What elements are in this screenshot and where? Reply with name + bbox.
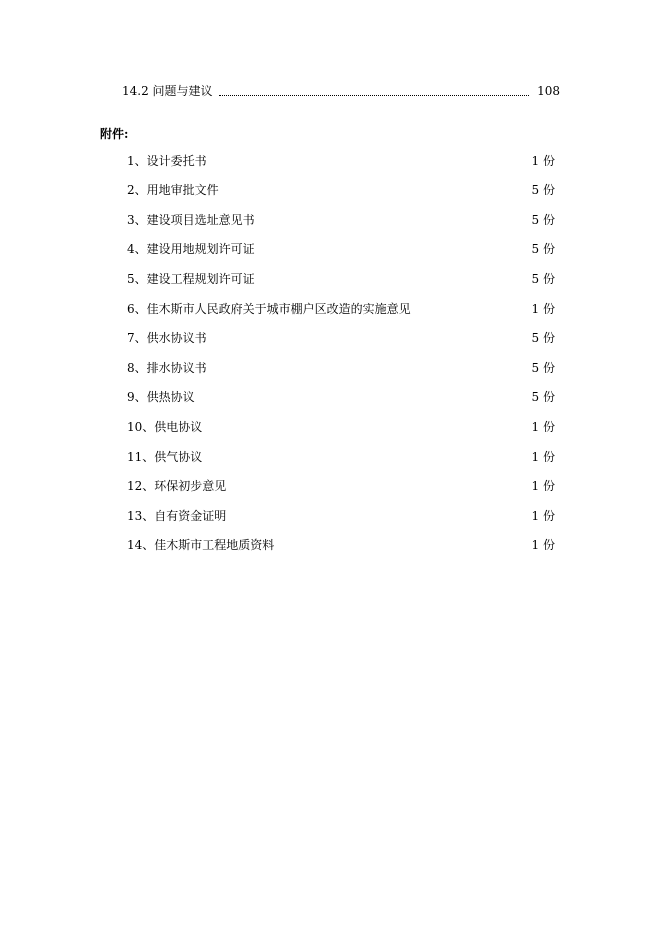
list-item — [127, 448, 555, 466]
list-item — [127, 418, 555, 436]
attachment-label: 7、供水协议书 — [127, 331, 207, 345]
attachment-quantity: 5 份 — [531, 272, 555, 286]
list-item — [127, 270, 555, 288]
list-item — [127, 300, 555, 318]
attachment-quantity: 5 份 — [531, 183, 555, 197]
attachment-label: 13、自有资金证明 — [127, 509, 227, 523]
attachment-label: 8、排水协议书 — [127, 361, 207, 375]
list-item — [127, 152, 555, 170]
toc-entry-page: 108 — [537, 84, 560, 98]
attachment-quantity: 5 份 — [531, 390, 555, 404]
attachment-quantity: 1 份 — [531, 509, 555, 523]
attachment-quantity: 1 份 — [531, 302, 555, 316]
attachment-label: 12、环保初步意见 — [127, 479, 227, 493]
attachment-label: 10、供电协议 — [127, 420, 203, 434]
attachment-label: 5、建设工程规划许可证 — [127, 272, 255, 286]
attachment-label: 14、佳木斯市工程地质资料 — [127, 538, 275, 552]
attachment-label: 2、用地审批文件 — [127, 183, 219, 197]
attachment-quantity: 1 份 — [531, 538, 555, 552]
attachment-label: 6、佳木斯市人民政府关于城市棚户区改造的实施意见 — [127, 302, 411, 316]
list-item — [127, 359, 555, 377]
attachment-quantity: 1 份 — [531, 420, 555, 434]
attachment-label: 3、建设项目选址意见书 — [127, 213, 255, 227]
toc-entry-title: 14.2 问题与建议 — [122, 84, 213, 98]
list-item — [127, 211, 555, 229]
attachment-quantity: 5 份 — [531, 331, 555, 345]
attachment-quantity: 1 份 — [531, 450, 555, 464]
attachments-heading: 附件: — [100, 127, 129, 141]
list-item — [127, 240, 555, 258]
list-item — [127, 477, 555, 495]
list-item — [127, 181, 555, 199]
attachment-label: 4、建设用地规划许可证 — [127, 242, 255, 256]
attachment-label: 1、设计委托书 — [127, 154, 207, 168]
attachment-label: 11、供气协议 — [127, 450, 203, 464]
attachment-quantity: 1 份 — [531, 154, 555, 168]
attachment-quantity: 5 份 — [531, 242, 555, 256]
list-item — [127, 388, 555, 406]
attachment-quantity: 1 份 — [531, 479, 555, 493]
list-item — [127, 536, 555, 554]
attachment-label: 9、供热协议 — [127, 390, 195, 404]
attachment-quantity: 5 份 — [531, 361, 555, 375]
list-item — [127, 507, 555, 525]
list-item — [127, 329, 555, 347]
attachment-quantity: 5 份 — [531, 213, 555, 227]
